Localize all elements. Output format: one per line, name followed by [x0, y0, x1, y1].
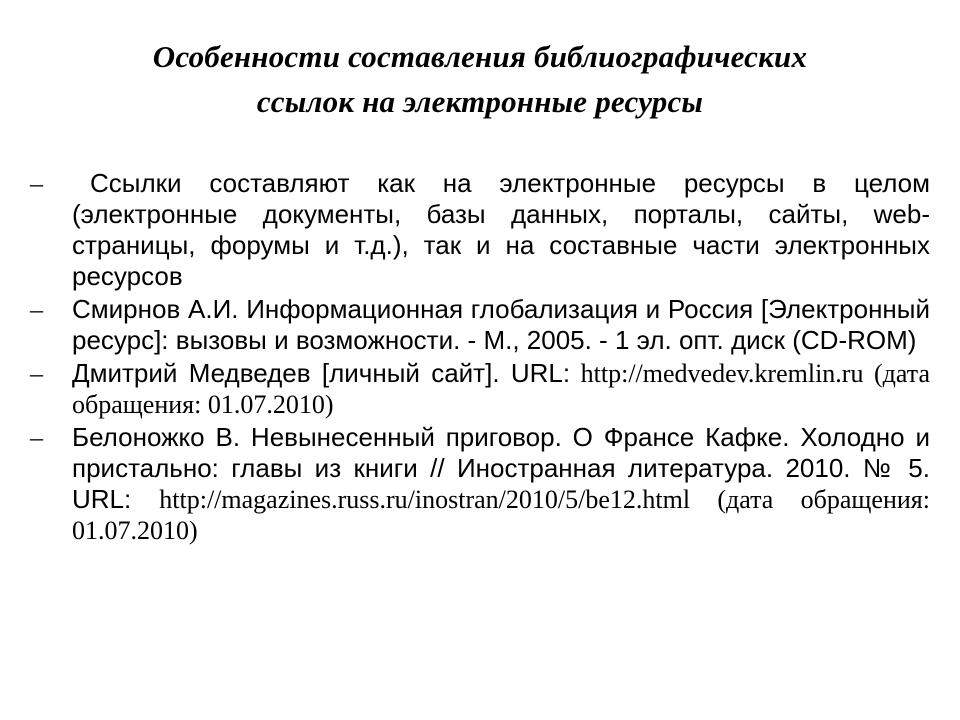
list-item-text: Ссылки составляют как на электронные ресурсы в целом (электронные документы, базы данных, порталы, сайты, web-страницы, форумы и т.д.), так и на составные части электронных ресурсов	[72, 168, 930, 291]
title-line-2: ссылок на электронные ресурсы	[256, 84, 704, 119]
reference-list	[30, 168, 930, 548]
dash-bullet: –	[30, 423, 43, 452]
dash-bullet: –	[30, 169, 43, 198]
slide-title	[60, 34, 900, 124]
list-item-text: Белоножко В. Невынесенный приговор. О Франсе Кафке. Холодно и пристально: главы из книги // Иностранная литература. 2010. № 5. URL:	[72, 422, 930, 514]
title-line-1: Особенности составления библиографических	[152, 39, 808, 74]
list-item-url: http://magazines.russ.ru/inostran/2010/5/be12.html (дата обращения: 01.07.2010)	[72, 485, 930, 545]
list-item-medvedev	[30, 358, 930, 420]
dash-bullet: –	[30, 359, 43, 388]
list-item-text: Дмитрий Медведев [личный сайт]. URL:	[72, 358, 571, 388]
list-item-general-rule	[30, 168, 930, 292]
list-item-belonozhko	[30, 422, 930, 546]
list-item-text: Смирнов А.И. Информационная глобализация и Россия [Электронный ресурс]: вызовы и возможности. - М., 2005. - 1 эл. опт. диск (CD-ROM)	[72, 294, 930, 355]
list-item-smirnov	[30, 294, 930, 356]
list-item-url: http://medvedev.kremlin.ru (дата обращения: 01.07.2010)	[72, 359, 931, 419]
dash-bullet: –	[30, 295, 43, 324]
